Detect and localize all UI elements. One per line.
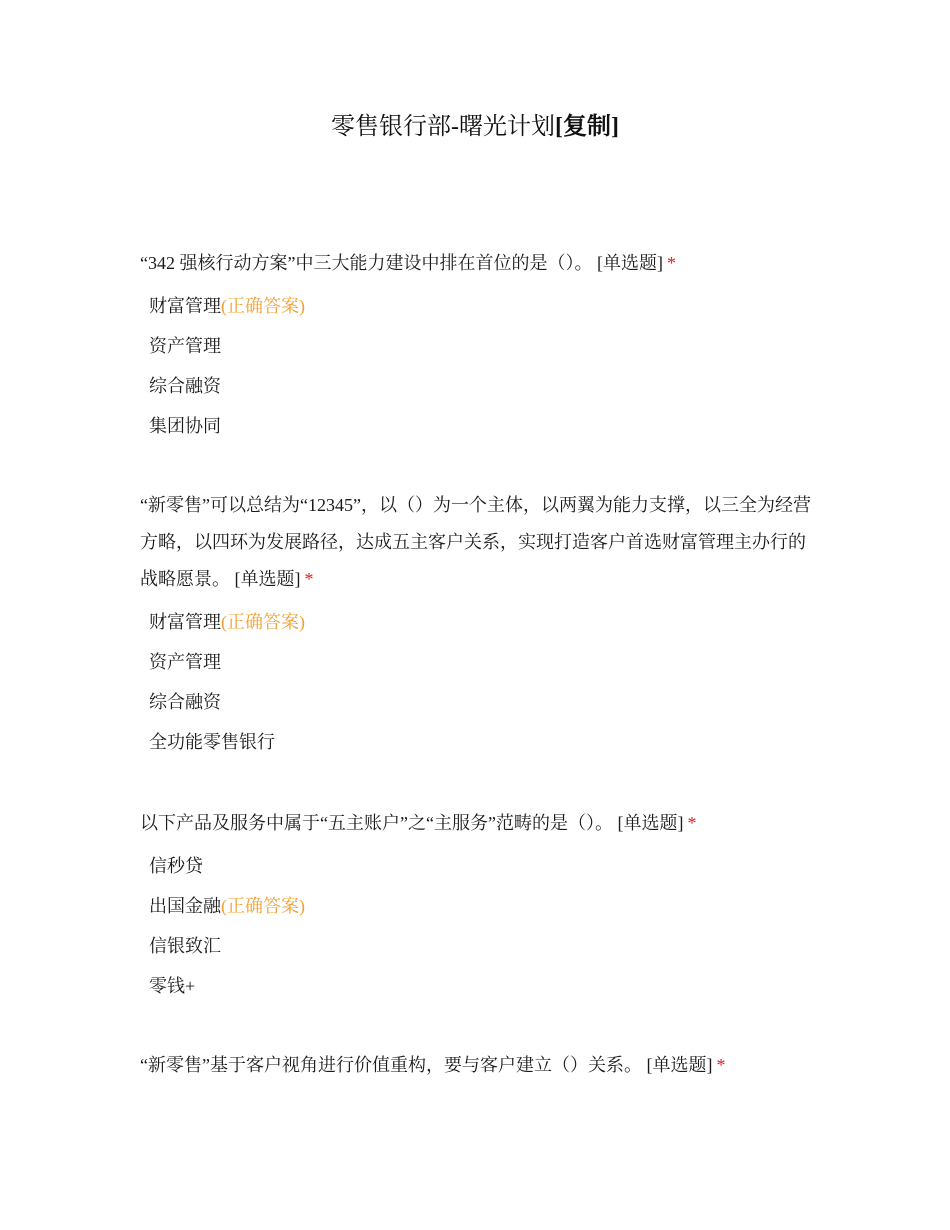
option-item (149, 366, 820, 406)
correct-answer-tag: (正确答案) (221, 296, 305, 316)
option-label: 综合融资 (149, 376, 221, 396)
question-type-tag: [单选题] (234, 569, 301, 589)
question-stem: “新零售”可以总结为“12345”，以（）为一个主体，以两翼为能力支撑，以三全为经营方略，以四环为发展路径，达成五主客户关系，实现打造客户首选财富管理主办行的战略愿景。 (140, 495, 811, 589)
question-text (140, 805, 820, 842)
page-title-suffix: [复制] (555, 114, 619, 140)
question-1 (140, 245, 820, 446)
question-4 (140, 1047, 820, 1084)
option-item (149, 326, 820, 366)
correct-answer-tag: (正确答案) (221, 612, 305, 632)
option-list (140, 846, 820, 1006)
question-stem: “342 强核行动方案”中三大能力建设中排在首位的是（）。 (140, 253, 593, 273)
option-label: 集团协同 (149, 416, 221, 436)
option-label: 资产管理 (149, 336, 221, 356)
option-label: 零钱+ (149, 976, 196, 996)
required-star-icon: * (716, 1055, 726, 1075)
option-label: 财富管理 (149, 612, 221, 632)
option-label: 财富管理 (149, 296, 221, 316)
option-label: 综合融资 (149, 692, 221, 712)
required-star-icon: * (687, 813, 697, 833)
question-type-tag: [单选题] (596, 253, 663, 273)
option-item (149, 886, 820, 926)
option-item (149, 722, 820, 762)
option-label: 出国金融 (149, 896, 221, 916)
option-item (149, 682, 820, 722)
correct-answer-tag: (正确答案) (221, 896, 305, 916)
option-list (140, 602, 820, 762)
question-stem: “新零售”基于客户视角进行价值重构，要与客户建立（）关系。 (140, 1055, 642, 1075)
option-item (149, 406, 820, 446)
option-item (149, 602, 820, 642)
question-text (140, 487, 820, 598)
question-3 (140, 805, 820, 1006)
option-item (149, 966, 820, 1006)
page-title (0, 110, 950, 144)
option-label: 资产管理 (149, 652, 221, 672)
option-item (149, 286, 820, 326)
required-star-icon: * (304, 569, 314, 589)
question-type-tag: [单选题] (646, 1055, 713, 1075)
option-label: 全功能零售银行 (149, 732, 275, 752)
option-list (140, 286, 820, 446)
question-type-tag: [单选题] (617, 813, 684, 833)
question-2 (140, 487, 820, 762)
option-label: 信银致汇 (149, 936, 221, 956)
option-item (149, 926, 820, 966)
page-title-main: 零售银行部-曙光计划 (331, 114, 555, 140)
option-item (149, 846, 820, 886)
option-item (149, 642, 820, 682)
option-label: 信秒贷 (149, 856, 203, 876)
question-stem: 以下产品及服务中属于“五主账户”之“主服务”范畴的是（）。 (140, 813, 613, 833)
required-star-icon: * (666, 253, 676, 273)
question-text (140, 1047, 820, 1084)
question-text (140, 245, 820, 282)
